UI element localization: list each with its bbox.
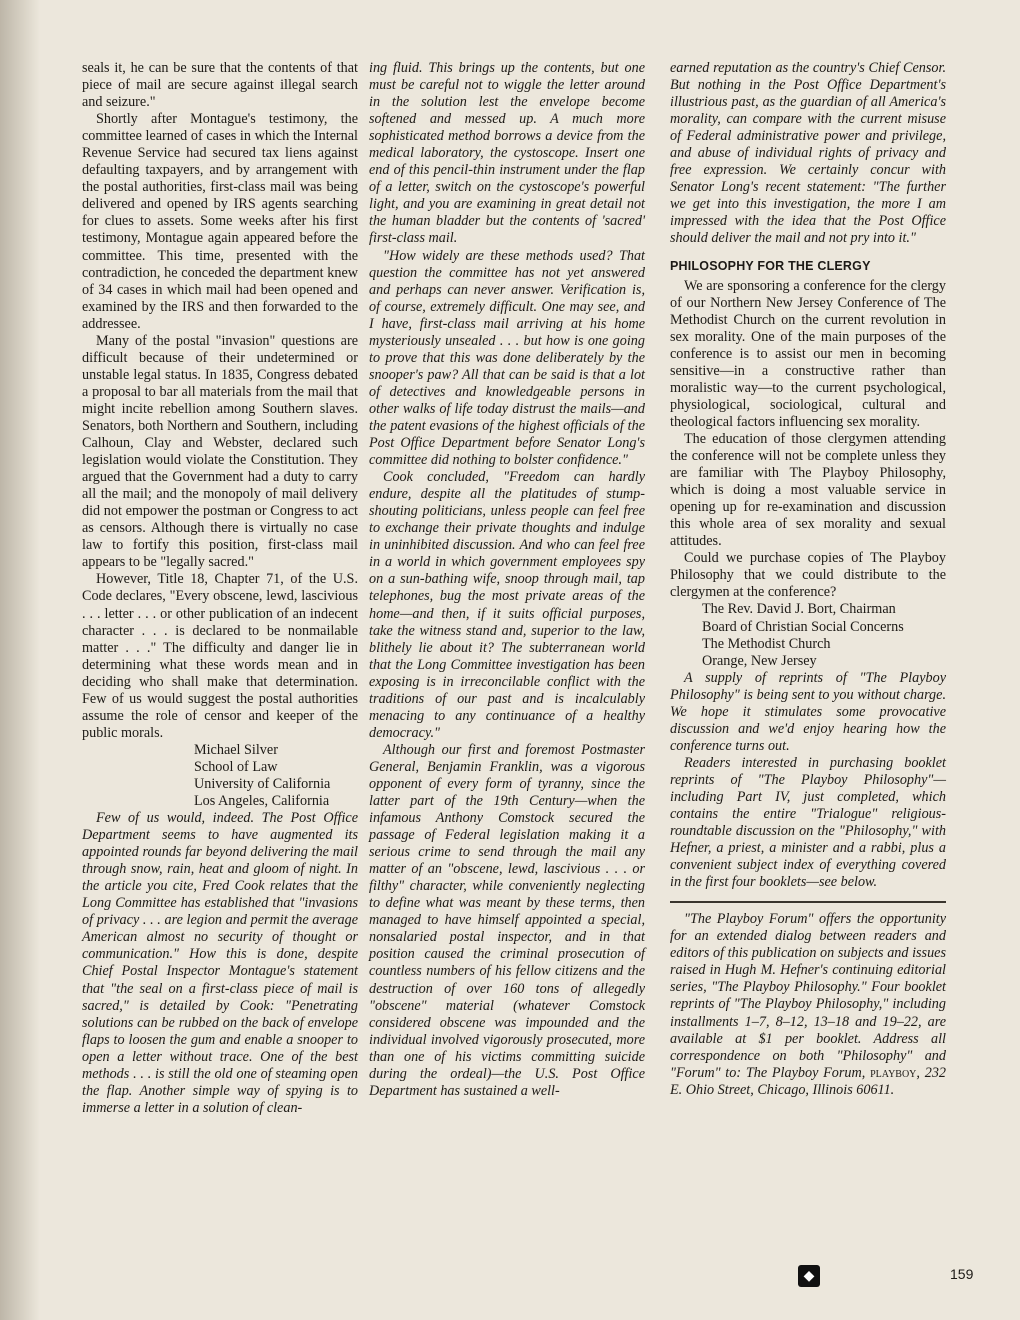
paragraph: Cook concluded, "Freedom can hardly endure, despite all the platitudes of stump-shouting politicians, unless people can feel free to exchange their private thoughts and indulge in uninhibited discussion. And who can feel free in a world in which government employees spy on a sun-bathing wife, snoop through mail, tap telephones, bug the most private areas of the home—and then, if it suits official purposes, take the witness stand and, superior to the law, blithely lie about it? The subterranean world that the Long Committee investigation has been exposing is in irreconcilable conflict with the traditions of our past and is incalculably menacing to any continuance of a healthy democracy." xyxy=(369,469,645,741)
paragraph: seals it, he can be sure that the contents of that piece of mail are secure against illegal search and seizure." xyxy=(82,60,358,111)
page-number: 159 xyxy=(950,1266,974,1282)
column-3 xyxy=(670,60,946,1099)
column-2 xyxy=(369,60,645,1100)
paragraph: The education of those clergymen attending the conference will not be complete unless they are familiar with The Playboy Philosophy, which is doing a most valuable service in opening up for re-examination and discussion this whole area of sex morality and sexual attitudes. xyxy=(670,430,946,550)
paragraph: Could we purchase copies of The Playboy Philosophy that we could distribute to the clergymen at the conference? xyxy=(670,550,946,601)
forum-address: , 232 E. Ohio Street, Chicago, Illinois 60611. xyxy=(670,1064,947,1098)
bunny-logo-icon: ◆ xyxy=(798,1265,820,1287)
editor-reply: Few of us would, indeed. The Post Office Department seems to have augmented its appointed rounds far beyond delivering the mail through snow, rain, heat and gloom of night. In the article you cite, Fred Cook relates that the Long Committee has established that "invasions of privacy . . . are legion and permit the average American almost no security of thought or communication." How this is done, despite Chief Postal Inspector Montague's statement that "the seal on a first-class piece of mail is sacred," is detailed by Cook: "Penetrating solutions can be rubbed on the back of envelope flaps to loosen the gum and enable a snooper to open a letter without trace. One of the best methods . . . is still the old one of steaming open the flap. Another simple way of spying is to immerse a letter in a solution of clean- xyxy=(82,810,358,1116)
signature-line: The Rev. David J. Bort, Chairman xyxy=(702,601,896,618)
signature-line: School of Law xyxy=(194,758,278,775)
paragraph: Many of the postal "invasion" questions are difficult because of their undetermined or unstable legal status. In 1835, Congress debated a proposal to bar all materials from the mail that might incite rebellion among Southern slaves. Senators, both Northern and Southern, including Calhoun, Clay and Webster, declared such legislation would violate the Constitution. They argued that the Government had a duty to carry all the mail; and the monopoly of mail delivery did not empower the postman or Congress to act as censors. Although there is virtually no case law to fortify this position, first-class mail appears to be "legally sacred." xyxy=(82,332,358,571)
column-1 xyxy=(82,60,358,1117)
signature-line: The Methodist Church xyxy=(702,635,831,652)
forum-info-box xyxy=(670,911,946,1099)
paragraph: However, Title 18, Chapter 71, of the U.S. Code declares, "Every obscene, lewd, lascivious . . . letter . . . or other publication of an indecent character . . . is declared to be nonmailable matter . . ." The difficulty and danger lie in determining what these words mean and in deciding who shall make that determination. Few of us would suggest the postal authorities assume the role of censor and keeper of the public morals. xyxy=(82,571,358,741)
section-heading: PHILOSOPHY FOR THE CLERGY xyxy=(670,258,871,273)
paragraph: "How widely are these methods used? That question the committee has not yet answered and perhaps can never answer. Verification is, of course, extremely difficult. One may see, and I have, first-class mail arriving at his home mysteriously unsealed . . . but how is one going to prove that this was done deliberately by the snooper's paw? All that can be said is that a lot of detectives and knowledgeable persons in other walks of life today distrust the mails—and the patent evasions of the highest officials of the Post Office Department before Senator Long's committee did nothing to bolster confidence." xyxy=(369,247,645,469)
page-binding-shadow xyxy=(0,0,40,1320)
editor-reply: A supply of reprints of "The Playboy Philosophy" is being sent to you without charge. We hope it stimulates some provocative discussion and we'd enjoy hearing how the conference turns out. xyxy=(670,669,946,754)
magazine-name: playboy xyxy=(870,1064,917,1081)
paragraph: earned reputation as the country's Chief Censor. But nothing in the Post Office Department's illustrious past, as the guardian of all America's morality, can compare with the current misuse of Federal administrative power and privilege, and abuse of individual rights of privacy and free expression. We certainly concur with Senator Long's recent statement: "The further we get into this investigation, the more I am impressed with the idea that the Post Office should deliver the mail and not pry into it." xyxy=(670,60,946,247)
signature-line: University of California xyxy=(194,775,331,792)
signature-line: Los Angeles, California xyxy=(194,793,330,810)
editor-note: Readers interested in purchasing booklet reprints of "The Playboy Philosophy"—including Part IV, just completed, which contains the entire "Trialogue" religious-roundtable discussion on the "Philosophy," with Hefner, a priest, a minister and a rabbi, plus a convenient subject index of everything covered in the first four booklets—see below. xyxy=(670,754,946,891)
paragraph: Although our first and foremost Postmaster General, Benjamin Franklin, was a vigorous opponent of every form of tyranny, since the latter part of the 19th Century—when the infamous Anthony Comstock secured the passage of Federal legislation making it a serious crime to send through the mail any matter of an "obscene, lewd, lascivious . . . or filthy" character, while conveniently neglecting to define what was meant by these terms, then managed to have himself appointed a special, nonsalaried postal inspector, and in that position caused the criminal prosecution of countless numbers of his fellow citizens and the destruction of over 160 tons of allegedly "obscene" material (whatever Comstock considered obscene was impounded and the individual involved vigorously prosecuted, more than one of his victims committing suicide during the ordeal)—the U.S. Post Office Department has sustained a well- xyxy=(369,741,645,1099)
letter-signature xyxy=(82,742,358,810)
signature-line: Michael Silver xyxy=(194,741,278,758)
forum-info-text: "The Playboy Forum" offers the opportunity for an extended dialog between readers and editors of this publication on subjects and issues raised in Hugh M. Hefner's continuing editorial series, "The Playboy Philosophy." Four booklet reprints of "The Playboy Philosophy," including installments 1–7, 8–12, 13–18 and 19–22, are available at $1 per booklet. Address all correspondence on both "Philosophy" and "Forum" to: The Playboy Forum, xyxy=(670,911,946,1081)
paragraph: We are sponsoring a conference for the clergy of our Northern New Jersey Conference of The Methodist Church on the current revolution in sex morality. One of the main purposes of the conference is to assist our men in becoming sensitive—in a constructive rather than moralistic way—to the current psychological, physiological, sociological, cultural and theological factors influencing sex morality. xyxy=(670,277,946,430)
letter-signature xyxy=(670,601,946,669)
signature-line: Board of Christian Social Concerns xyxy=(702,618,904,635)
divider xyxy=(670,901,946,903)
paragraph: Shortly after Montague's testimony, the committee learned of cases in which the Internal Revenue Service had secured tax liens against defaulting taxpayers, and by arrangement with the postal authorities, first-class mail was being delivered and opened by IRS agents searching for clues to assets. Some weeks after his first testimony, Montague again appeared before the committee. This time, presented with the contradiction, he conceded the department knew of 34 cases in which mail had been opened and examined by the IRS and then forwarded to the addressee. xyxy=(82,111,358,332)
paragraph: ing fluid. This brings up the contents, but one must be careful not to wiggle the letter around in the solution lest the envelope become softened and messed up. A much more sophisticated method borrows a device from the medical laboratory, the cystoscope. Insert one end of this pencil-thin instrument under the flap of a letter, switch on the cystoscope's powerful light, and you are examining in great detail not the human bladder but the contents of 'sacred' first-class mail. xyxy=(369,60,645,247)
signature-line: Orange, New Jersey xyxy=(702,652,817,669)
